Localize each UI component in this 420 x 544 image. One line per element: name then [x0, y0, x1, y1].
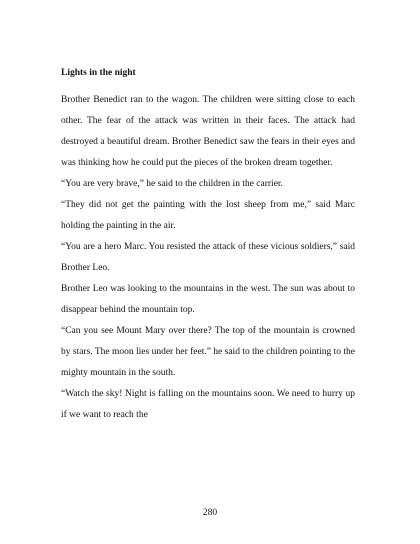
paragraph-2: “You are very brave,” he said to the children in the carrier. — [61, 179, 283, 189]
paragraph-3: “They did not get the painting with the lost sheep from me,” said Marc holding the painting in the air. — [61, 200, 355, 231]
paragraph-4: “You are a hero Marc. You resisted the attack of these vicious soldiers,” said Brother Leo. — [61, 242, 355, 273]
page-content — [61, 67, 355, 426]
paragraph-6: “Can you see Mount Mary over there? The top of the mountain is crowned by stars. The moon lies under her feet.” he said to the children pointing to the mighty mountain in the south. — [61, 326, 355, 378]
paragraph-7: “Watch the sky! Night is falling on the mountains soon. We need to hurry up if we want to reach the — [61, 389, 355, 420]
page-number: 280 — [202, 508, 218, 518]
section-heading: Lights in the night — [61, 68, 136, 78]
paragraph-1: Brother Benedict ran to the wagon. The children were sitting close to each other. The fear of the attack was written in their faces. The attack had destroyed a beautiful dream. Brother Benedict saw the fears in their eyes and was thinking how he could put the pieces of the broken dream together. — [61, 95, 355, 168]
paragraph-5: Brother Leo was looking to the mountains in the west. The sun was about to disappear behind the mountain top. — [61, 284, 355, 315]
